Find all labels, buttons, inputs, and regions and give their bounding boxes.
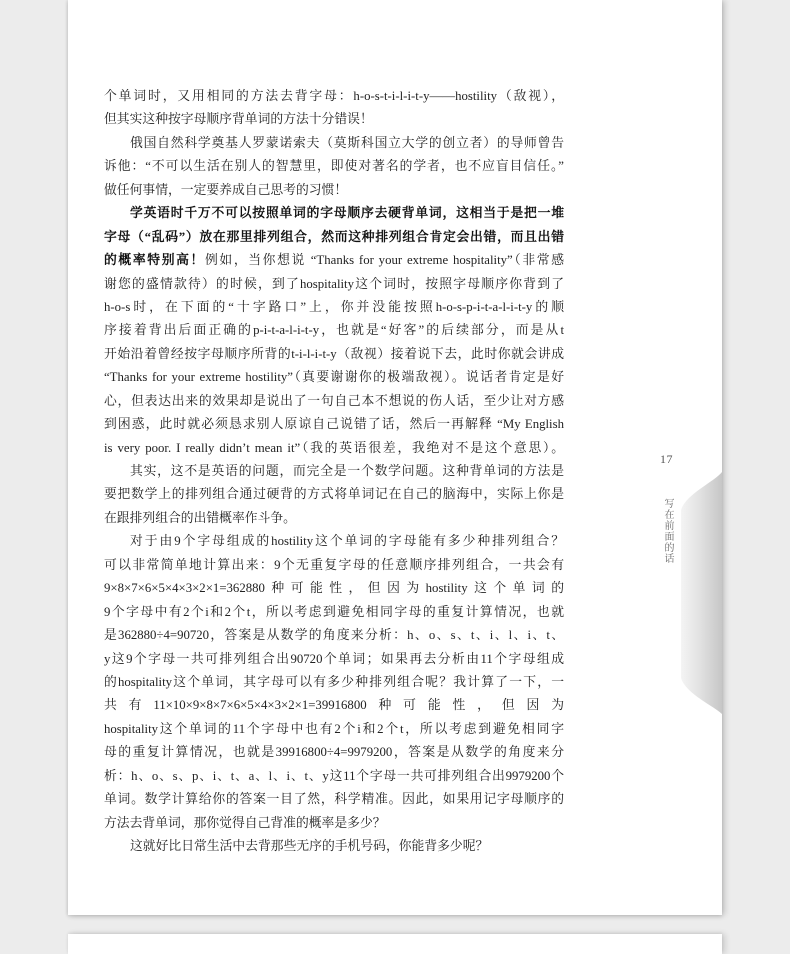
- text-line: 开始沿着曾经按字母顺序所背的t-i-l-i-t-y（敌视）接着说下去，此时你就会讲成: [104, 346, 564, 361]
- text-line: 9个字母中有2个i和2个t，所以考虑到避免相同字母的重复计算情况，也就: [104, 604, 564, 619]
- text-line: 要把数学上的排列组合通过硬背的方式将单词记在自己的脑海中，实际上你是: [104, 487, 564, 502]
- text-line: 序接着背出后面正确的p-i-t-a-l-i-t-y，也就是“好客”的后续部分，而是从t: [104, 323, 564, 338]
- emphasis-line: 字母（“乱码”）放在那里排列组合，然而这种排列组合肯定会出错，而且出错: [104, 229, 564, 244]
- chapter-tab-label: 写在前面的话: [662, 498, 673, 564]
- text-line: 做任何事情，一定要养成自己思考的习惯！: [104, 182, 348, 197]
- text-line: [104, 249, 564, 272]
- text-line: is very poor. I really didn’t mean it”（我的英语很差，我绝对不是这个意思）。: [104, 440, 564, 455]
- text-line: 的hospitality这个单词，其字母可以有多少种排列组合呢？我计算了一下，一: [104, 674, 564, 689]
- text-line: 俄国自然科学奠基人罗蒙诺索夫（莫斯科国立大学的创立者）的导师曾告: [130, 135, 564, 150]
- next-page-edge: [68, 934, 722, 954]
- text-line: hospitality这个单词的11个字母中也有2个i和2个t，所以考虑到避免相同字: [104, 721, 564, 736]
- text-line: 但其实这种按字母顺序背单词的方法十分错误！: [104, 112, 373, 127]
- text-line: 共有11×10×9×8×7×6×5×4×3×2×1=39916800种可能性，但因为: [104, 698, 564, 713]
- text-line: 单词。数学计算给你的答案一目了然，科学精准。因此，如果用记字母顺序的: [104, 792, 564, 807]
- text-line: 心，但表达出来的效果却是说出了一句自己本不想说的伤人话，至少让对方感: [104, 393, 564, 408]
- text-line: y这9个字母一共可排列组合出90720个单词；如果再去分析由11个字母组成: [104, 651, 564, 666]
- text-line: 个单词时，又用相同的方法去背字母：h-o-s-t-i-l-i-t-y——hostility（敌视），: [104, 89, 564, 103]
- text-line: 在跟排列组合的出错概率作斗争。: [104, 510, 296, 525]
- text-line: 其实，这不是英语的问题，而完全是一个数学问题。这种背单词的方法是: [130, 464, 564, 478]
- text-line: 母的重复计算情况，也就是39916800÷4=9979200，答案是从数学的角度来分: [104, 745, 564, 760]
- body-text: [104, 85, 564, 858]
- text-line: 诉他：“不可以生活在别人的智慧里，即使对著名的学者，也不应盲目信任。”: [104, 159, 564, 174]
- text-line: 9×8×7×6×5×4×3×2×1=362880种可能性，但因为hostility这个单词的: [104, 581, 564, 596]
- text-line: 这就好比日常生活中去背那些无序的手机号码，你能背多少呢？: [130, 839, 489, 853]
- page-number: 17: [660, 452, 673, 466]
- chapter-tab: [672, 472, 722, 714]
- text-line: 是362880÷4=90720，答案是从数学的角度来分析：h、o、s、t、i、l、i、t、: [104, 628, 564, 643]
- text-line: h-o-s时，在下面的“十字路口”上，你并没能按照h-o-s-p-i-t-a-l-i-t-y的顺: [104, 299, 564, 314]
- text-line: 谢您的盛情款待）的时候，到了hospitality这个词时，按照字母顺序你背到了: [104, 276, 564, 291]
- emphasis-line: 学英语时千万不可以按照单词的字母顺序去硬背单词，这相当于是把一堆: [130, 206, 564, 221]
- text-line: 对于由9个字母组成的hostility这个单词的字母能有多少种排列组合？: [130, 534, 564, 549]
- text-line: “Thanks for your extreme hostility”（真要谢谢你的极端敌视）。说话者肯定是好: [104, 370, 564, 385]
- text-span: 例如，当你想说 “Thanks for your extreme hospitality”（非常感: [204, 253, 565, 268]
- text-line: 可以非常简单地计算出来：9个无重复字母的任意顺序排列组合，一共会有: [104, 557, 564, 572]
- text-line: 析：h、o、s、p、i、t、a、l、i、t、y这11个字母一共可排列组合出9979200个: [104, 768, 564, 783]
- text-line: 方法去背单词，那你觉得自己背准的概率是多少？: [104, 815, 386, 830]
- text-line: 到困惑，此时就必须恳求别人原谅自己说错了话，然后一再解释 “My English: [104, 417, 564, 432]
- emphasis-text: 的概率特别高！: [104, 253, 205, 268]
